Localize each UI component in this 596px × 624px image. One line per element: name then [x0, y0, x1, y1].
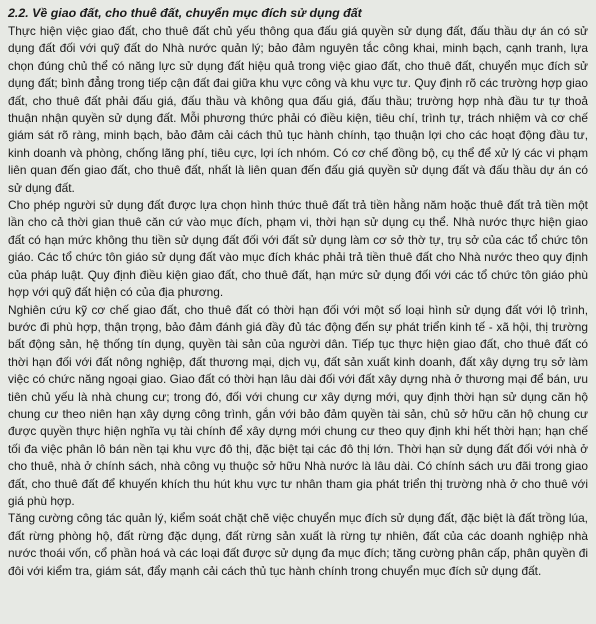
section-heading: 2.2. Về giao đất, cho thuê đất, chuyển mục đích sử dụng đất — [8, 6, 362, 20]
paragraph-land-term-research: Nghiên cứu kỹ cơ chế giao đất, cho thuê đất có thời hạn đối với một số loại hình sử dụng đất với lộ trình, bước đi phù hợp, thận trọng, bảo đảm đánh giá đầy đủ tác động đến sự phát triển kinh tế - xã hội, thị trường bất động sản, hệ thống tín dụng, quyền tài sản của người dân. Tiếp tục thực hiện giao đất, cho thuê đất có thời hạn đối với đất nông nghiệp, đất thương mại, dịch vụ, đất sản xuất kinh doanh, đất xây dựng trụ sở làm việc có chức năng ngoại giao. Giao đất có thời hạn lâu dài đối với đất xây dựng nhà ở thương mại để bán, ưu tiên chủ yếu là nhà chung cư; trong đó, đối với chung cư xây dựng mới, quy định thời hạn sử dụng căn hộ chung cư theo niên hạn xây dựng công trình, gắn với bảo đảm quyền tài sản, chủ sở hữu căn hộ chung cư được quyền thực hiện nghĩa vụ tài chính để xây dựng mới chung cư theo quy định khi hết thời hạn; hạn chế tối đa việc phân lô bán nền tại khu vực đô thị, đặc biệt tại các đô thị lớn. Thời hạn sử dụng đất đối với nhà ở cho thuê, nhà ở chính sách, nhà công vụ thuộc sở hữu Nhà nước là lâu dài. Có chính sách ưu đãi trong giao đất, cho thuê đất để khuyến khích thu hút khu vực tư nhân tham gia phát triển thị trường nhà ở cho thuê với giá phù hợp. — [8, 302, 588, 508]
paragraph-land-allocation: Thực hiện việc giao đất, cho thuê đất chủ yếu thông qua đấu giá quyền sử dụng đất, đấu thầu dự án có sử dụng đất đối với quỹ đất do Nhà nước quản lý; bảo đảm nguyên tắc công khai, minh bạch, cạnh tranh, lựa chọn đúng chủ thể có năng lực sử dụng đất hiệu quả trong việc giao đất, cho thuê đất, chuyển mục đích sử dụng đất; bình đẳng trong tiếp cận đất đai giữa khu vực công và khu vực tư. Quy định rõ các trường hợp giao đất, cho thuê đất phải đấu giá, đấu thầu và không qua đấu giá, đấu thầu; trường hợp nhà đầu tư tự thoả thuận nhận quyền sử dụng đất. Mỗi phương thức phải có điều kiện, tiêu chí, trình tự, trách nhiệm và cơ chế giám sát rõ ràng, minh bạch, bảo đảm cải cách thủ tục hành chính, tạo thuận lợi cho các hoạt động đầu tư, kinh doanh và phòng, chống lãng phí, tiêu cực, lợi ích nhóm. Có cơ chế đồng bộ, cụ thể để xử lý các vi phạm liên quan đến giao đất, cho thuê đất, nhất là liên quan đến đấu giá quyền sử dụng đất và đấu thầu dự án có sử dụng đất. — [8, 24, 588, 195]
paragraph-land-use-conversion: Tăng cường công tác quản lý, kiểm soát chặt chẽ việc chuyển mục đích sử dụng đất, đặc biệt là đất trồng lúa, đất rừng phòng hộ, đất rừng đặc dụng, đất rừng sản xuất là rừng tự nhiên, đất của các doanh nghiệp nhà nước thoái vốn, cổ phần hoá và các loại đất được sử dụng đa mục đích; tăng cường phân cấp, phân quyền đi đôi với kiểm tra, giám sát, đẩy mạnh cải cách thủ tục hành chính trong chuyển mục đích sử dụng đất. — [8, 511, 588, 578]
paragraph-land-lease-options: Cho phép người sử dụng đất được lựa chọn hình thức thuê đất trả tiền hằng năm hoặc thuê đất trả tiền một lần cho cả thời gian thuê căn cứ vào mục đích, phạm vi, thời hạn sử dụng cụ thể. Nhà nước thực hiện giao đất có hạn mức không thu tiền sử dụng đất đối với đất sử dụng làm cơ sở thờ tự, trụ sở của các tổ chức tôn giáo. Các tổ chức tôn giáo sử dụng đất vào mục đích khác phải trả tiền thuê đất cho Nhà nước theo quy định của pháp luật. Quy định điều kiện giao đất, cho thuê đất, hạn mức sử dụng đối với các tổ chức tôn giáo phù hợp với quỹ đất hiện có của địa phương. — [8, 198, 588, 300]
